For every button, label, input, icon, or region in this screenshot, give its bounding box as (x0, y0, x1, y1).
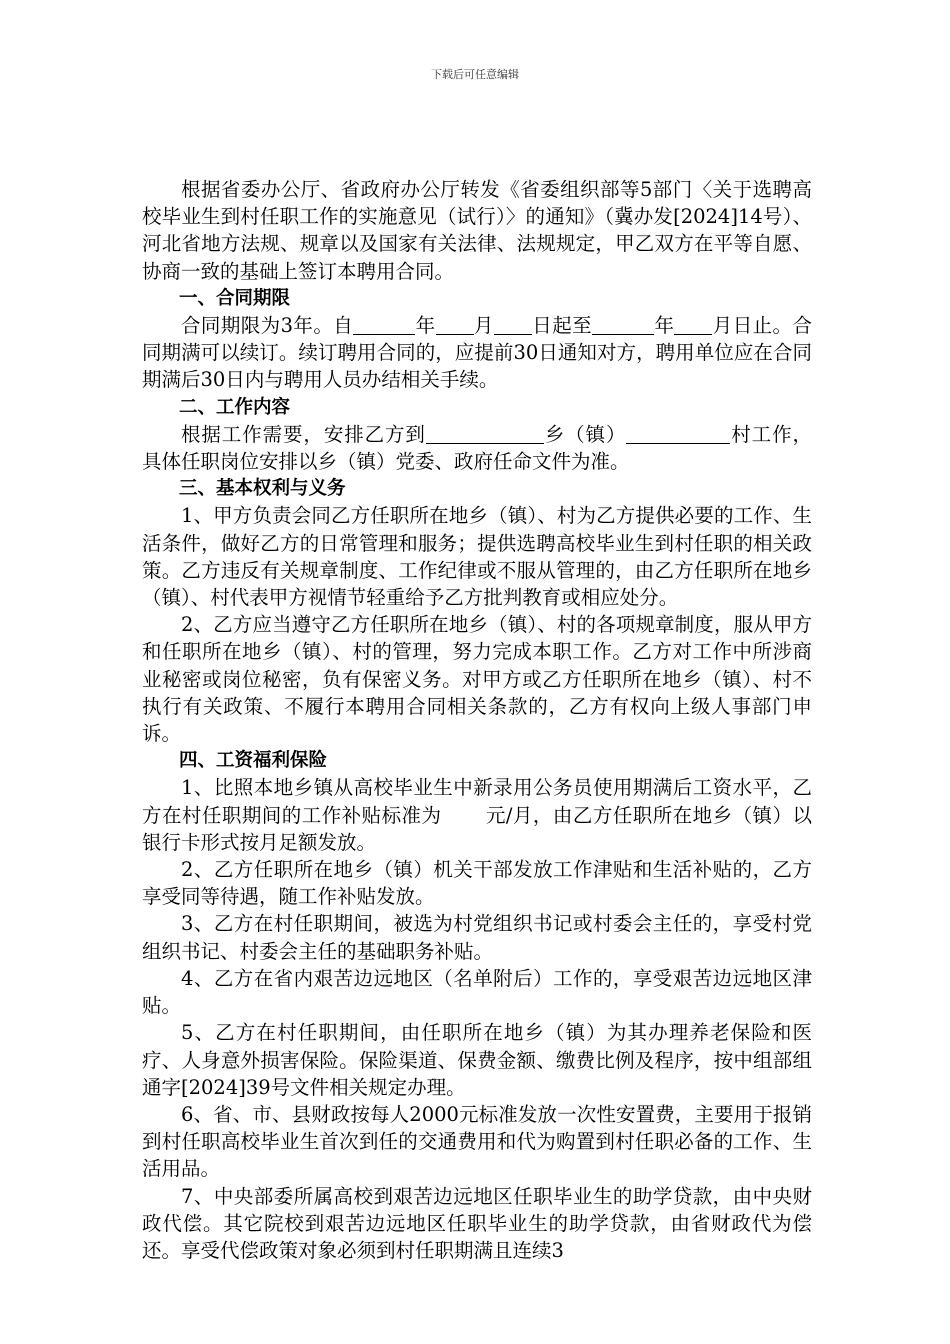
text-run: 年 (415, 314, 436, 338)
section-2-paragraph (142, 421, 812, 475)
blank-start-month (436, 315, 474, 336)
section-4-item-3: 3、乙方在村任职期间，被选为村党组织书记或村委会主任的，享受村党组织书记、村委会主任的基础职务补贴。 (142, 912, 812, 963)
section-4-item-2: 2、乙方任职所在地乡（镇）机关干部发放工作津贴和生活补贴的，乙方享受同等待遇，随工作补贴发放。 (142, 858, 812, 909)
text-run: 合同期限为3年。自 (181, 314, 354, 338)
document-body (142, 176, 812, 1264)
section-4-item-7: 7、中央部委所属高校到艰苦边远地区任职毕业生的助学贷款，由中央财政代偿。其它院校到艰苦边远地区任职毕业生的助学贷款，由省财政代为偿还。享受代偿政策对象必须到村任职期满且连续3 (142, 1184, 812, 1262)
blank-end-year (592, 315, 654, 336)
section-4-item-4: 4、乙方在省内艰苦边远地区（名单附后）工作的，享受艰苦边远地区津贴。 (142, 966, 812, 1018)
text-run: 根据工作需要，安排乙方到 (181, 422, 426, 446)
section-1-title: 一、合同期限 (179, 287, 291, 309)
blank-start-day (494, 315, 532, 336)
text-run: 月 (473, 314, 494, 338)
text-run: 月日止。合同期满可以续订。续订聘用合同的，应提前30日通知对方，聘用单位应在合同期满后30日内与聘用人员办结相关手续。 (142, 314, 812, 392)
section-3-title: 三、基本权利与义务 (179, 478, 346, 500)
text-run: 乡（镇） (543, 422, 627, 446)
text-run: 年 (654, 314, 675, 338)
section-4-item-5: 5、乙方在村任职期间，由任职所在地乡（镇）为其办理养老保险和医疗、人身意外损害保险。保险渠道、保费金额、缴费比例及程序，按中组部组通字[2024]39号文件相关规定办理。 (142, 1021, 812, 1099)
text-run: 1、比照本地乡镇从高校毕业生中新录用公务员使用期满后工资水平，乙方在村任职期间的工作补贴标准为 (142, 776, 812, 827)
section-3-item-2: 2、乙方应当遵守乙方任职所在地乡（镇）、村的各项规章制度，服从甲方和任职所在地乡（镇）、村的管理，努力完成本职工作。乙方对工作中所涉商业秘密或岗位秘密，负有保密义务。对甲方或乙方任职所在地乡（镇）、村不执行有关政策、不履行本聘用合同相关条款的，乙方有权向上级人事部门申诉。 (142, 613, 812, 746)
section-3-item-1: 1、甲方负责会同乙方任职所在地乡（镇）、村为乙方提供必要的工作、生活条件，做好乙方的日常管理和服务；提供选聘高校毕业生到村任职的相关政策。乙方违反有关规章制度、工作纪律或不服从管理的，由乙方任职所在地乡（镇）、村代表甲方视情节轻重给予乙方批判教育或相应处分。 (142, 504, 812, 610)
blank-start-year (353, 315, 415, 336)
section-2-title: 二、工作内容 (179, 396, 291, 418)
text-run: 日起至 (531, 314, 593, 338)
blank-end-month (674, 315, 712, 336)
page-header: 下载后可任意编辑 (431, 68, 519, 81)
section-4-item-1 (142, 774, 812, 856)
section-1-paragraph (142, 312, 812, 394)
blank-village (626, 423, 730, 444)
section-4-title: 四、工资福利保险 (179, 750, 328, 772)
blank-township (426, 423, 544, 444)
text-run: 元/月，由乙方任职所在地乡（镇）以银行卡形式按月足额发放。 (142, 803, 812, 854)
intro-paragraph: 根据省委办公厅、省政府办公厅转发《省委组织部等5部门〈关于选聘高校毕业生到村任职工作的实施意见（试行）〉的通知》（冀办发[2024]14号）、河北省地方法规、规章以及国家有关法律、法规规定，甲乙双方在平等自愿、协商一致的基础上签订本聘用合同。 (142, 178, 812, 283)
text-run: 村工作，具体任职岗位安排以乡（镇）党委、政府任命文件为准。 (142, 422, 812, 474)
section-4-item-6: 6、省、市、县财政按每人2000元标准发放一次性安置费，主要用于报销到村任职高校毕业生首次到任的交通费用和代为购置到村任职必备的工作、生活用品。 (142, 1102, 812, 1181)
